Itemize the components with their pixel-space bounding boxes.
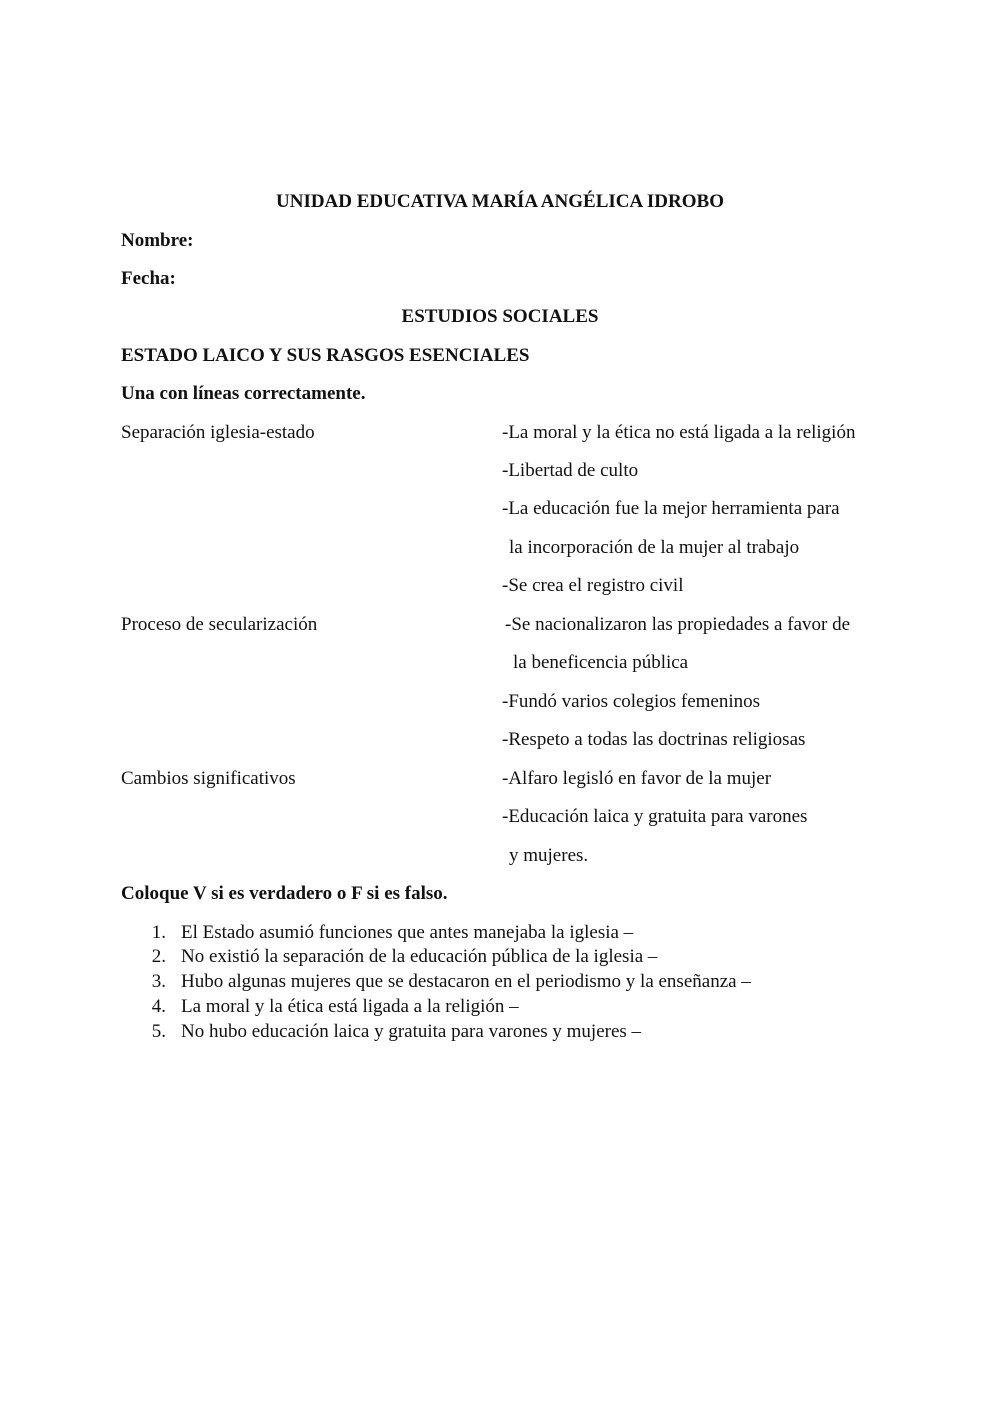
match-right-line: -Fundó varios colegios femeninos <box>502 691 761 712</box>
school-title: UNIDAD EDUCATIVA MARÍA ANGÉLICA IDROBO <box>276 191 724 212</box>
match-right-line: -Se nacionalizaron las propiedades a favor de <box>505 614 851 635</box>
list-item: No existió la separación de la educación pública de la iglesia – <box>181 946 658 967</box>
list-item-number: 5. <box>151 1021 166 1042</box>
match-right-line: la beneficencia pública <box>513 652 689 673</box>
match-left-item: Cambios significativos <box>121 768 296 789</box>
date-label: Fecha: <box>121 268 176 289</box>
match-left-item: Proceso de secularización <box>121 614 318 635</box>
match-right-line: -Educación laica y gratuita para varones <box>502 806 808 827</box>
list-item: El Estado asumió funciones que antes manejaba la iglesia – <box>181 922 634 943</box>
list-item-number: 2. <box>151 946 166 967</box>
match-right-line: -La educación fue la mejor herramienta para <box>502 498 840 519</box>
matching-instruction: Una con líneas correctamente. <box>121 383 366 404</box>
match-right-line: -La moral y la ética no está ligada a la religión <box>502 422 856 443</box>
match-right-line: -Respeto a todas las doctrinas religiosas <box>502 729 806 750</box>
list-item: La moral y la ética está ligada a la religión – <box>181 996 519 1017</box>
match-right-line: la incorporación de la mujer al trabajo <box>509 537 800 558</box>
name-label: Nombre: <box>121 230 194 251</box>
list-item: No hubo educación laica y gratuita para varones y mujeres – <box>181 1021 642 1042</box>
list-item: Hubo algunas mujeres que se destacaron en el periodismo y la enseñanza – <box>181 971 751 992</box>
match-left-item: Separación iglesia-estado <box>121 422 315 443</box>
list-item-number: 4. <box>151 996 166 1017</box>
true-false-instruction: Coloque V si es verdadero o F si es falso. <box>121 883 448 904</box>
topic-title: ESTADO LAICO Y SUS RASGOS ESENCIALES <box>121 345 530 366</box>
list-item-number: 3. <box>151 971 166 992</box>
list-item-number: 1. <box>151 922 166 943</box>
match-right-line: y mujeres. <box>509 845 589 866</box>
match-right-line: -Alfaro legisló en favor de la mujer <box>502 768 772 789</box>
subject-title: ESTUDIOS SOCIALES <box>401 306 599 327</box>
match-right-line: -Se crea el registro civil <box>502 575 684 596</box>
match-right-line: -Libertad de culto <box>502 460 639 481</box>
